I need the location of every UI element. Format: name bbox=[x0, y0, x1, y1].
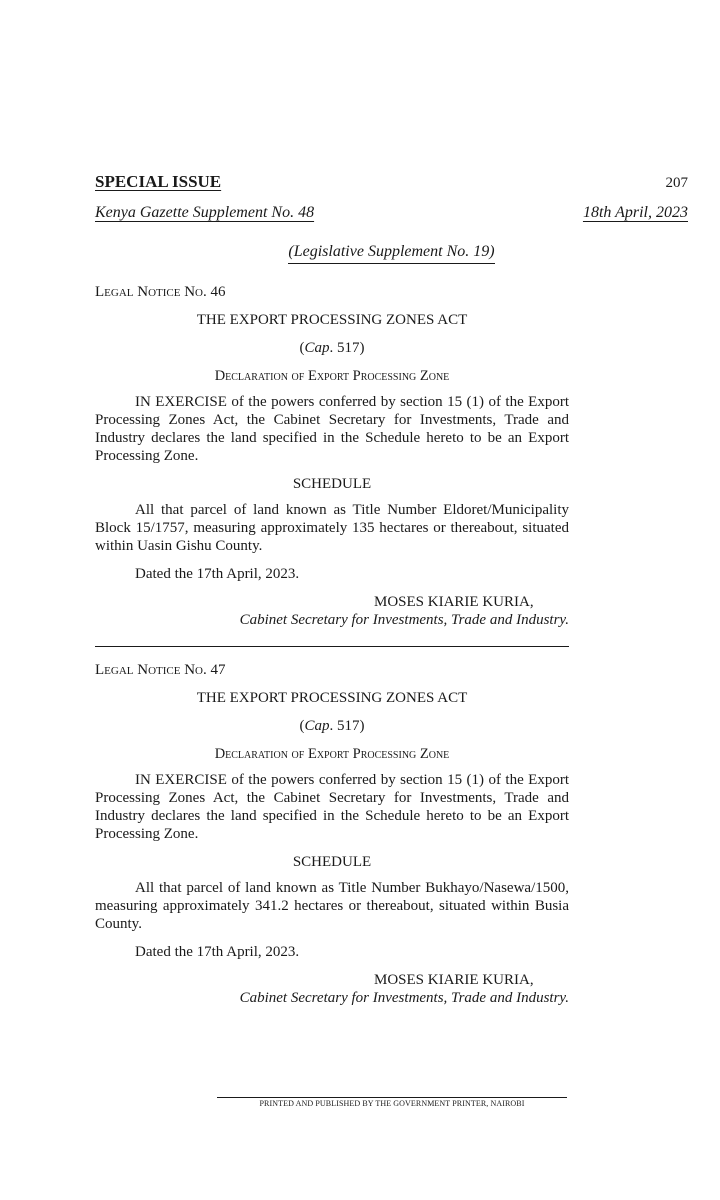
declaration-heading: Declaration of Export Processing Zone bbox=[214, 746, 450, 762]
signer-name: MOSES KIARIE KURIA, bbox=[374, 972, 534, 988]
act-title: THE EXPORT PROCESSING ZONES ACT bbox=[196, 312, 468, 328]
page-number: 207 bbox=[665, 175, 688, 191]
legal-notice-label: Legal Notice No. 46 bbox=[95, 284, 226, 300]
footer-rule bbox=[217, 1097, 567, 1098]
declaration-heading: Declaration of Export Processing Zone bbox=[214, 368, 450, 384]
notice-divider bbox=[95, 646, 569, 647]
legislative-supplement bbox=[95, 243, 688, 261]
dated-line: Dated the 17th April, 2023. bbox=[135, 944, 300, 960]
header-top-row bbox=[95, 173, 688, 192]
schedule-heading: SCHEDULE bbox=[292, 476, 372, 492]
cap-word: Cap bbox=[304, 340, 330, 356]
legal-notice-46 bbox=[95, 283, 569, 629]
cap-word: Cap bbox=[304, 718, 330, 734]
cap-number: . 517 bbox=[329, 718, 360, 734]
notice-body: IN EXERCISE of the powers conferred by section 15 (1) of the Export Processing Zones Act, the Cabinet Secretary for Investments, Trade and Industry declares the land specified in the Schedule hereto to be an Export Processing Zone. bbox=[95, 772, 569, 842]
header-supplement-row bbox=[95, 204, 688, 222]
printer-footer: PRINTED AND PUBLISHED BY THE GOVERNMENT PRINTER, NAIROBI bbox=[259, 1099, 525, 1108]
schedule-heading: SCHEDULE bbox=[292, 854, 372, 870]
notice-body: IN EXERCISE of the powers conferred by section 15 (1) of the Export Processing Zones Act, the Cabinet Secretary for Investments, Trade and Industry declares the land specified in the Schedule hereto to be an Export Processing Zone. bbox=[95, 394, 569, 464]
legislative-supplement-text: (Legislative Supplement No. 19) bbox=[288, 243, 494, 264]
legal-notice-label: Legal Notice No. 47 bbox=[95, 662, 226, 678]
cap-reference: (Cap. 517) bbox=[299, 718, 365, 734]
dated-line: Dated the 17th April, 2023. bbox=[135, 566, 300, 582]
signer-name: MOSES KIARIE KURIA, bbox=[374, 594, 534, 610]
schedule-text: All that parcel of land known as Title Number Bukhayo/Nasewa/1500, measuring approximately 341.2 hectares or thereabout, situated within Busia County. bbox=[95, 880, 569, 932]
cap-number: . 517 bbox=[329, 340, 360, 356]
act-title: THE EXPORT PROCESSING ZONES ACT bbox=[196, 690, 468, 706]
signer-title: Cabinet Secretary for Investments, Trade and Industry. bbox=[239, 990, 569, 1006]
supplement-title: Kenya Gazette Supplement No. 48 bbox=[95, 204, 315, 221]
signer-title: Cabinet Secretary for Investments, Trade and Industry. bbox=[239, 612, 569, 628]
schedule-text: All that parcel of land known as Title Number Eldoret/Municipality Block 15/1757, measuring approximately 135 hectares or thereabout, situated within Uasin Gishu County. bbox=[95, 502, 569, 554]
legal-notice-47 bbox=[95, 661, 569, 1007]
cap-reference: (Cap. 517) bbox=[299, 340, 365, 356]
publication-date: 18th April, 2023 bbox=[582, 204, 688, 221]
special-issue-heading: SPECIAL ISSUE bbox=[95, 172, 222, 191]
